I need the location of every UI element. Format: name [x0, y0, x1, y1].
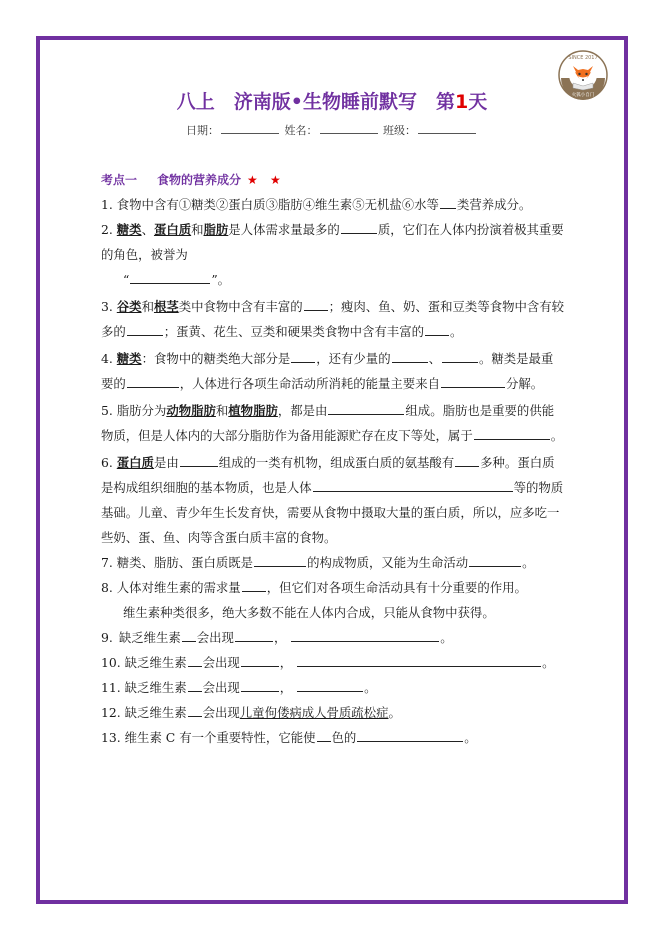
- answer-blank[interactable]: [291, 350, 315, 363]
- section-title: 食物的营养成分: [157, 173, 242, 187]
- answer-blank[interactable]: [180, 454, 218, 467]
- question-11: 11. 缺乏维生素 会出现 ， 。: [101, 680, 377, 695]
- star-rating-icon: ★ ★: [247, 173, 285, 187]
- answer-blank[interactable]: [469, 554, 521, 567]
- answer-blank[interactable]: [297, 679, 363, 692]
- section-number: 考点一: [101, 173, 138, 187]
- title-text: 八上 济南版•生物睡前默写 第: [176, 91, 455, 113]
- question-3: 3. 谷类和根茎类中食物中含有丰富的 ；瘦肉、鱼、奶、蛋和豆类等食物中含有较多的 ；蛋黄、花生、豆类和硬果类食物中含有丰富的 。: [101, 299, 565, 339]
- question-5: 5. 脂肪分为动物脂肪和植物脂肪，都是由 组成。脂肪也是重要的供能物质，但是人体内的大部分脂肪作为备用能源贮存在皮下等处，属于 。: [101, 403, 564, 443]
- keyword: 动物脂肪: [166, 403, 216, 418]
- question-8: 8. 人体对维生素的需求量 ，但它们对各项生命活动具有十分重要的作用。: [101, 580, 527, 595]
- answer-blank[interactable]: [254, 554, 306, 567]
- class-field[interactable]: [418, 123, 476, 134]
- answer-blank[interactable]: [127, 323, 163, 336]
- keyword: 根茎: [153, 299, 179, 314]
- question-9: 9. 缺乏维生素 会出现 ， 。: [101, 630, 453, 645]
- keyword: 糖类: [116, 222, 142, 237]
- name-label: 姓名：: [284, 124, 318, 137]
- svg-text:火狐小自门: 火狐小自门: [571, 93, 595, 98]
- answer-blank[interactable]: [341, 221, 377, 234]
- answer-blank[interactable]: [474, 427, 550, 440]
- keyword: 植物脂肪: [228, 403, 278, 418]
- question-8-continued: 维生素种类很多，绝大多数不能在人体内合成，只能从食物中获得。: [123, 605, 495, 620]
- day-number: 1: [454, 91, 469, 113]
- keyword: 谷类: [116, 299, 142, 314]
- date-field[interactable]: [221, 123, 279, 134]
- answer-blank[interactable]: [182, 629, 196, 642]
- answer-blank[interactable]: [357, 729, 463, 742]
- keyword: 糖类: [116, 351, 142, 366]
- answer-blank[interactable]: [235, 629, 273, 642]
- answer-blank[interactable]: [127, 375, 179, 388]
- answer-blank[interactable]: [130, 271, 210, 284]
- answer-blank[interactable]: [425, 323, 449, 336]
- answer-blank[interactable]: [440, 196, 456, 209]
- answer-blank[interactable]: [455, 454, 479, 467]
- question-10: 10. 缺乏维生素 会出现 ， 。: [101, 655, 555, 670]
- answer-blank[interactable]: [441, 375, 505, 388]
- answer-blank[interactable]: [291, 629, 439, 642]
- keyword: 蛋白质: [153, 222, 192, 237]
- date-label: 日期：: [186, 124, 219, 137]
- keyword: 蛋白质: [116, 455, 154, 470]
- question-13: 13. 维生素 C 有一个重要特性，它能使 色的 。: [101, 730, 477, 745]
- question-6: 6. 蛋白质是由 组成的一类有机物，组成蛋白质的氨基酸有 多种。蛋白质是构成组织细胞的基本物质，也是人体 等的物质基础。儿童、青少年生长发育快，需要从食物中摄取大量的蛋白质，所以，应多吃一些奶、蛋、鱼、肉等含蛋白质丰富的食物。: [101, 455, 564, 545]
- title-suffix: 天: [468, 91, 488, 113]
- svg-text:SINCE 2017: SINCE 2017: [568, 55, 598, 61]
- answer-blank[interactable]: [297, 654, 541, 667]
- question-2: 2. 糖类、蛋白质和脂肪是人体需求量最多的 质，它们在人体内扮演着极其重要的角色，被誉为: [101, 222, 564, 262]
- answer-blank[interactable]: [328, 402, 404, 415]
- question-12: 12. 缺乏维生素 会出现儿童佝偻病成人骨质疏松症。: [101, 705, 401, 720]
- answer-blank[interactable]: [317, 729, 331, 742]
- answer-blank[interactable]: [304, 298, 328, 311]
- answer-blank[interactable]: [442, 350, 478, 363]
- class-label: 班级：: [383, 124, 416, 137]
- section-heading: [101, 171, 285, 188]
- question-2-quote: “ ”。: [123, 272, 231, 287]
- answer-blank[interactable]: [242, 579, 266, 592]
- question-list: [101, 192, 565, 750]
- filled-answer: 儿童佝偻病成人骨质疏松症: [239, 705, 389, 720]
- answer-blank[interactable]: [188, 679, 202, 692]
- answer-blank[interactable]: [241, 654, 279, 667]
- keyword: 脂肪: [203, 222, 229, 237]
- answer-blank[interactable]: [241, 679, 279, 692]
- answer-blank[interactable]: [188, 654, 202, 667]
- question-4: 4. 糖类：食物中的糖类绝大部分是 ，还有少量的 、 。糖类是最重要的 ，人体进行各项生命活动所消耗的能量主要来自 分解。: [101, 351, 554, 391]
- name-field[interactable]: [320, 123, 378, 134]
- answer-blank[interactable]: [188, 704, 202, 717]
- student-info-line: [0, 122, 664, 138]
- answer-blank[interactable]: [392, 350, 428, 363]
- answer-blank[interactable]: [313, 479, 513, 492]
- question-1: 1. 食物中含有①糖类②蛋白质③脂肪④维生素⑤无机盐⑥水等 类营养成分。: [101, 197, 532, 212]
- page-title: [0, 87, 664, 114]
- question-7: 7. 糖类、脂肪、蛋白质既是 的构成物质，又能为生命活动 。: [101, 555, 535, 570]
